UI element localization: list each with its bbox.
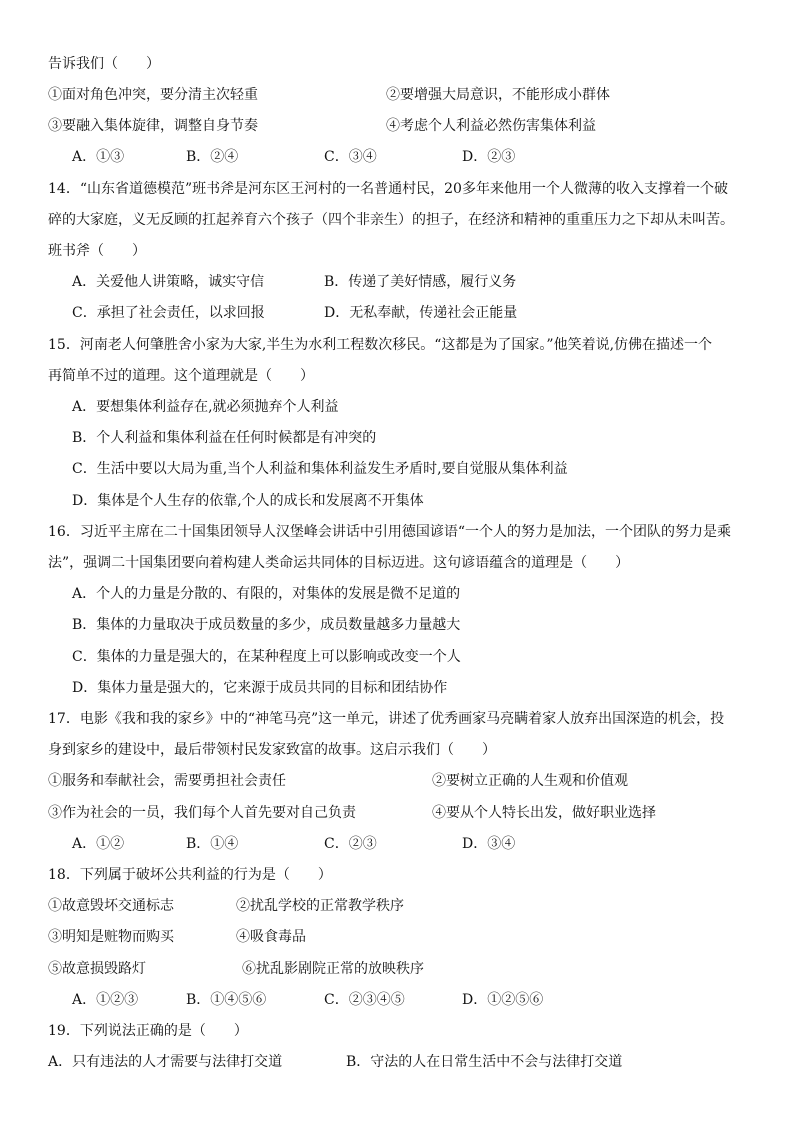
q13-statements-row1 (48, 85, 754, 105)
q17-stem-line-1: 17．电影《我和我的家乡》中的“神笔马亮”这一单元，讲述了优秀画家马亮瞒着家人放弃出国深造的机会，投 (48, 711, 725, 727)
q18-statement-5: ⑤故意损毁路灯 (48, 961, 146, 977)
q14-option-a: A．关爱他人讲策略，诚实守信 (72, 274, 265, 290)
q15-option-a: A．要想集体利益存在,就必须抛弃个人利益 (72, 399, 339, 415)
q17-stem-line-2: 身到家乡的建设中，最后带领村民发家致富的故事。这启示我们（ ） (48, 742, 496, 758)
q18-statements-row3 (48, 959, 754, 979)
q15-stem-line-1: 15．河南老人何肇胜舍小家为大家,半生为水利工程数次移民。“这都是为了国家。”他笑着说,仿佛在描述一个 (48, 337, 713, 353)
q13-option-b: B．②④ (186, 149, 239, 165)
q19-options-row1 (48, 1052, 754, 1072)
q18-statement-2: ②扰乱学校的正常教学秩序 (236, 898, 404, 914)
q14-stem-line-3: 班书斧（ ） (48, 243, 146, 259)
q17-statements-row2 (48, 803, 754, 823)
q16-stem-line-1: 16．习近平主席在二十国集团领导人汉堡峰会讲话中引用德国谚语“一个人的努力是加法，一个团队的努力是乘 (48, 524, 731, 540)
q13-options (72, 147, 754, 167)
q18-statement-3: ③明知是赃物而购买 (48, 929, 174, 945)
q18-option-a: A．①②③ (72, 992, 139, 1008)
q17-option-b: B．①④ (186, 836, 239, 852)
q13-statement-1: ①面对角色冲突，要分清主次轻重 (48, 87, 258, 103)
q14-option-d: D．无私奉献，传递社会正能量 (324, 305, 518, 321)
q13-statements-row2 (48, 116, 754, 136)
q17-option-d: D．③④ (462, 836, 516, 852)
q18-option-d: D．①②⑤⑥ (462, 992, 544, 1008)
q18-option-c: C．②③④⑤ (324, 992, 405, 1008)
q18-options (72, 990, 754, 1010)
q14-options-row1 (72, 272, 754, 292)
q17-statement-3: ③作为社会的一员，我们每个人首先要对自己负责 (48, 805, 356, 821)
q18-statement-1: ①故意毁坏交通标志 (48, 898, 174, 914)
q14-option-c: C．承担了社会责任，以求回报 (72, 305, 265, 321)
q14-option-b: B．传递了美好情感，履行义务 (324, 274, 517, 290)
q18-stem: 18．下列属于破坏公共利益的行为是（ ） (48, 867, 332, 883)
q13-statement-2: ②要增强大局意识，不能形成小群体 (386, 87, 610, 103)
q17-statement-2: ②要树立正确的人生观和价值观 (432, 773, 628, 789)
q13-stem: 告诉我们（ ） (48, 56, 160, 72)
q16-option-d: D．集体力量是强大的，它来源于成员共同的目标和团结协作 (72, 680, 448, 696)
q19-option-a: A．只有违法的人才需要与法律打交道 (48, 1054, 283, 1070)
q17-options (72, 834, 754, 854)
q14-stem-line-1: 14．“山东省道德模范”班书斧是河东区王河村的一名普通村民，20多年来他用一个人微薄的收入支撑着一个破 (48, 181, 728, 197)
q16-option-c: C．集体的力量是强大的，在某种程度上可以影响或改变一个人 (72, 649, 461, 665)
q19-option-b: B．守法的人在日常生活中不会与法律打交道 (346, 1054, 623, 1070)
q19-stem: 19．下列说法正确的是（ ） (48, 1023, 248, 1039)
q17-statement-1: ①服务和奉献社会，需要勇担社会责任 (48, 773, 286, 789)
q14-options-row2 (72, 303, 754, 323)
q17-statements-row1 (48, 771, 754, 791)
q13-statement-3: ③要融入集体旋律，调整自身节奏 (48, 118, 258, 134)
q13-option-c: C．③④ (324, 149, 377, 165)
q18-statements-row1 (48, 896, 754, 916)
q16-option-b: B．集体的力量取决于成员数量的多少，成员数量越多力量越大 (72, 617, 461, 633)
q15-option-b: B．个人利益和集体利益在任何时候都是有冲突的 (72, 430, 377, 446)
q13-option-a: A．①③ (72, 149, 125, 165)
q18-option-b: B．①④⑤⑥ (186, 992, 267, 1008)
q18-statement-4: ④吸食毒品 (236, 929, 306, 945)
q15-stem-line-2: 再简单不过的道理。这个道理就是（ ） (48, 368, 314, 384)
q18-statements-row2 (48, 927, 754, 947)
q14-stem-line-2: 碎的大家庭，义无反顾的扛起养育六个孩子（四个非亲生）的担子，在经济和精神的重重压力之下却从未叫苦。 (48, 212, 734, 228)
q15-option-c: C．生活中要以大局为重,当个人利益和集体利益发生矛盾时,要自觉服从集体利益 (72, 461, 568, 477)
q13-statement-4: ④考虑个人利益必然伤害集体利益 (386, 118, 596, 134)
q16-stem-line-2: 法”，强调二十国集团要向着构建人类命运共同体的目标迈进。这句谚语蕴含的道理是（ ） (48, 555, 630, 571)
q17-option-c: C．②③ (324, 836, 377, 852)
q18-statement-6: ⑥扰乱影剧院正常的放映秩序 (242, 961, 424, 977)
q13-option-d: D．②③ (462, 149, 516, 165)
q15-option-d: D．集体是个人生存的依靠,个人的成长和发展离不开集体 (72, 493, 424, 509)
q17-statement-4: ④要从个人特长出发，做好职业选择 (432, 805, 656, 821)
q17-option-a: A．①② (72, 836, 125, 852)
q16-option-a: A．个人的力量是分散的、有限的，对集体的发展是微不足道的 (72, 586, 461, 602)
